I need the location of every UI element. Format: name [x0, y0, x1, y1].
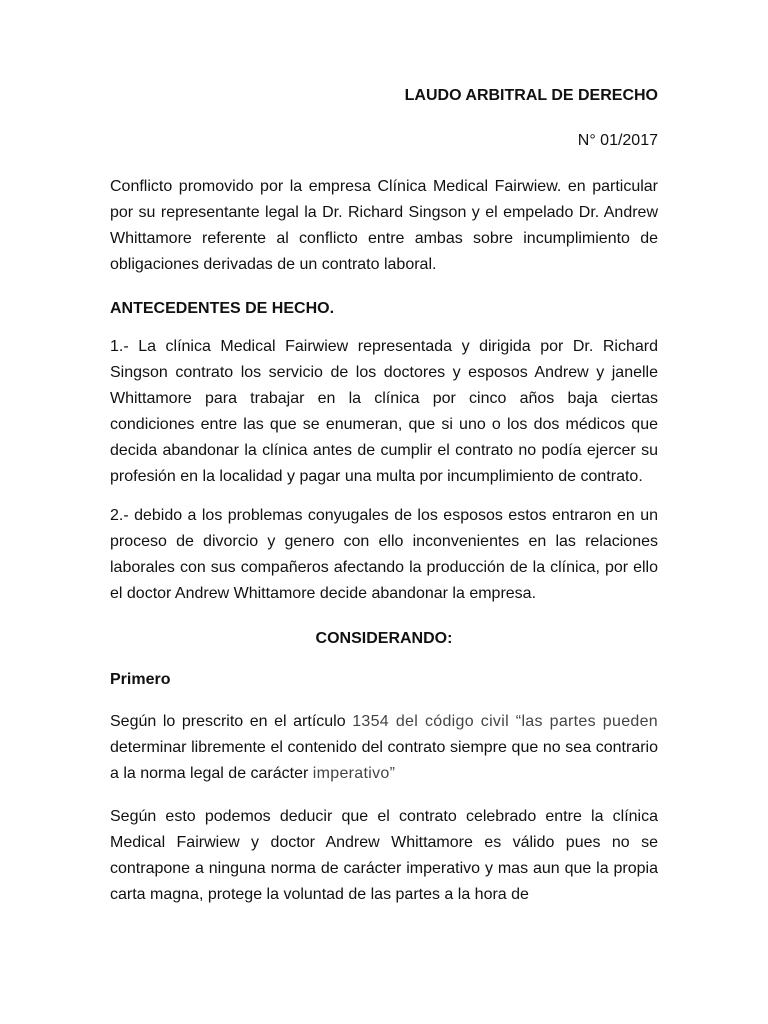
antecedentes-heading: ANTECEDENTES DE HECHO.: [110, 300, 335, 317]
intro-paragraph: Conflicto promovido por la empresa Clínica Medical Fairwiew. en particular por su representante legal la Dr. Richard Singson y el empelado Dr. Andrew Whittamore referente al conflicto entre ambas sobre incumplimiento de obligaciones derivadas de un contrato laboral.: [110, 178, 658, 273]
paragraph-3-middle: determinar libremente el contenido del contrato siempre que no sea contrario a la norma legal de carácter: [110, 739, 658, 782]
paragraph-3-quote-1: 1354 del código civil “las partes pueden: [352, 713, 658, 730]
document-number: N° 01/2017: [577, 132, 658, 149]
paragraph-2: 2.- debido a los problemas conyugales de los esposos estos entraron en un proceso de divorcio y genero con ello inconvenientes en las relaciones laborales con sus compañeros afectando la producción de la clínica, por ello el doctor Andrew Whittamore decide abandonar la empresa.: [110, 507, 658, 602]
considerando-heading: CONSIDERANDO:: [315, 630, 453, 647]
paragraph-3-start: Según lo prescrito en el artículo: [110, 713, 353, 730]
paragraph-1: 1.- La clínica Medical Fairwiew representada y dirigida por Dr. Richard Singson contrato los servicio de los doctores y esposos Andrew y janelle Whittamore para trabajar en la clínica por cinco años baja ciertas condiciones entre las que se enumeran, que si uno o los dos médicos que decida abandonar la clínica antes de cumplir el contrato no podía ejercer su profesión en la localidad y pagar una multa por incumplimiento de contrato.: [110, 338, 658, 485]
paragraph-4: Según esto podemos deducir que el contrato celebrado entre la clínica Medical Fairwiew y doctor Andrew Whittamore es válido pues no se contrapone a ninguna norma de carácter imperativo y mas aun que la propia carta magna, protege la voluntad de las partes a la hora de: [110, 808, 658, 903]
document-title: LAUDO ARBITRAL DE DERECHO: [404, 87, 658, 104]
primero-heading: Primero: [110, 671, 171, 688]
paragraph-3: [110, 709, 658, 787]
paragraph-3-quote-2: imperativo”: [312, 765, 396, 782]
